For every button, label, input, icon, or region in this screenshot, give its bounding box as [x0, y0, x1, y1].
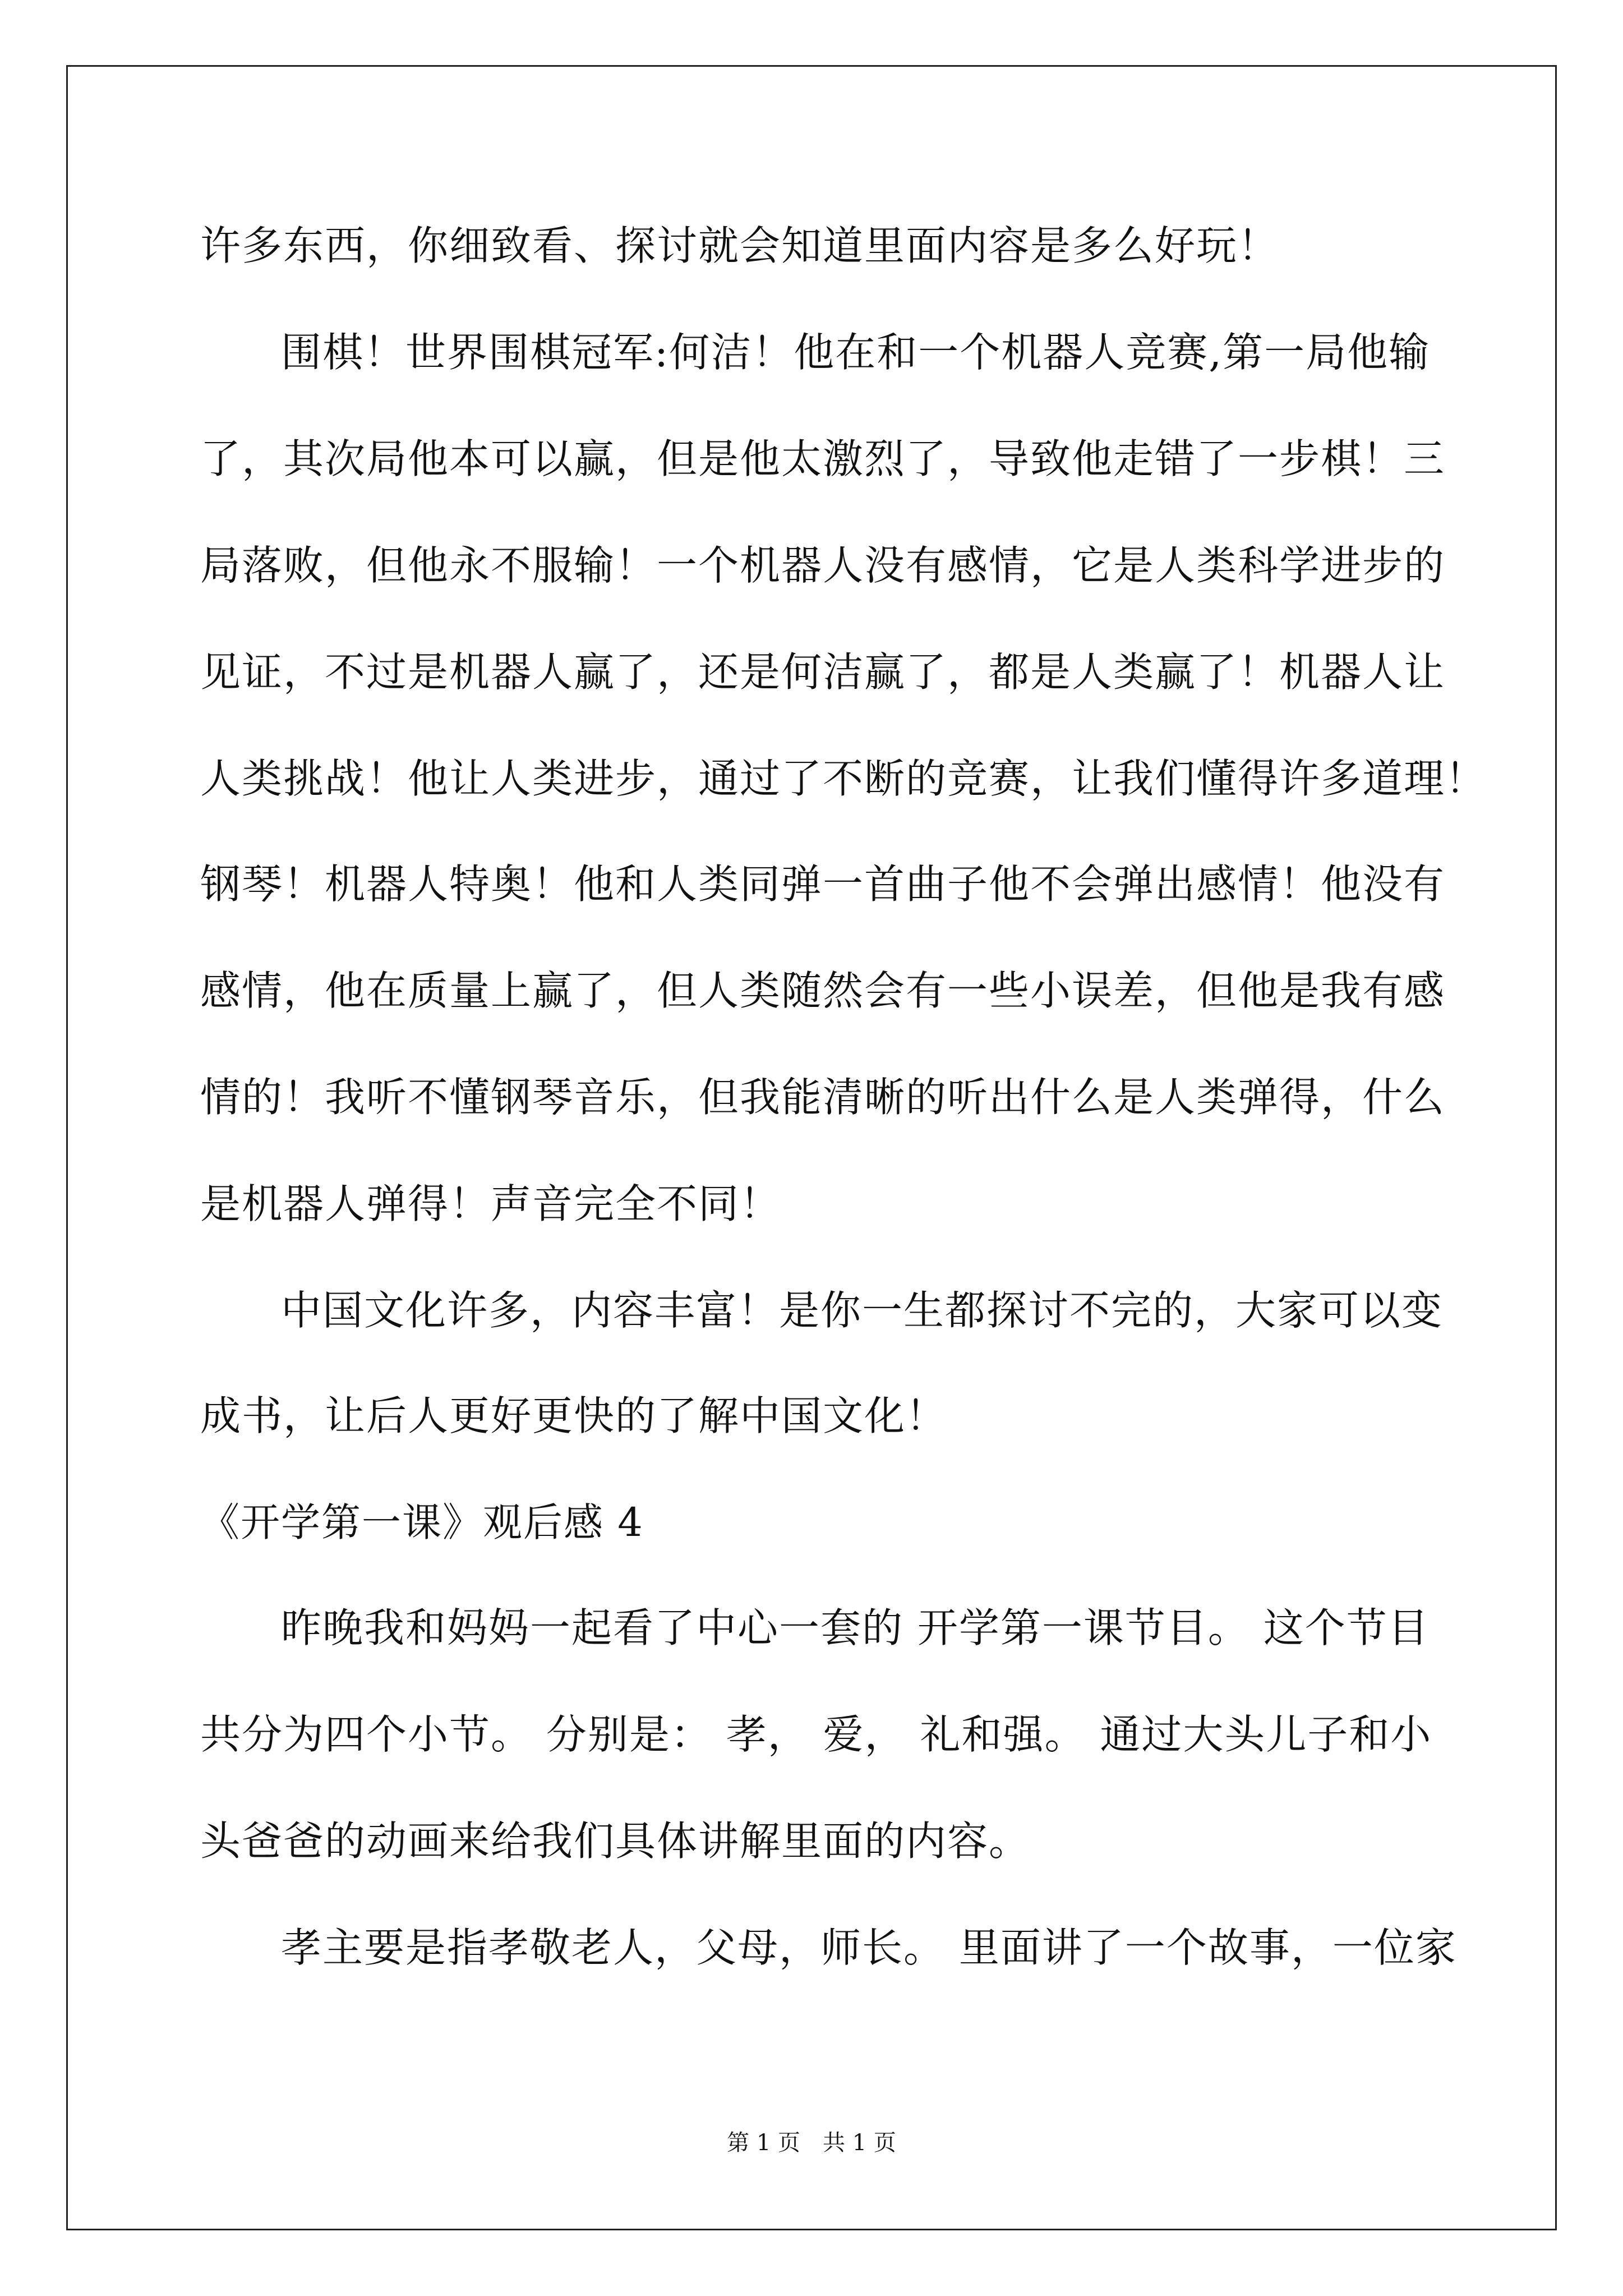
text-line: 了，其次局他本可以赢，但是他太激烈了，导致他走错了一步棋！三	[200, 435, 1446, 482]
text-line: 情的！我听不懂钢琴音乐，但我能清晰的听出什么是人类弹得，什么	[200, 1074, 1446, 1121]
text-line: 见证，不过是机器人赢了，还是何洁赢了，都是人类赢了！机器人让	[200, 648, 1446, 696]
text-line: 围棋！世界围棋冠军:何洁！他在和一个机器人竞赛,第一局他输	[281, 329, 1431, 376]
text-line: 中国文化许多，内容丰富！是你一生都探讨不完的，大家可以变	[281, 1287, 1444, 1334]
text-line: 头爸爸的动画来给我们具体讲解里面的内容。	[200, 1818, 1031, 1865]
text-line: 共分为四个小节。 分别是： 孝， 爱， 礼和强。 通过大头儿子和小	[200, 1711, 1432, 1758]
text-line: 昨晚我和妈妈一起看了中心一套的 开学第一课节目。 这个节目	[281, 1604, 1430, 1651]
section-heading: 《开学第一课》观后感 4	[200, 1499, 644, 1545]
text-line: 成书，让后人更好更快的了解中国文化！	[200, 1392, 948, 1439]
text-line: 感情，他在质量上赢了，但人类随然会有一些小误差，但他是我有感	[200, 967, 1446, 1014]
text-line: 是机器人弹得！声音完全不同！	[200, 1180, 782, 1227]
text-line: 局落败，但他永不服输！一个机器人没有感情，它是人类科学进步的	[200, 542, 1446, 589]
page-border	[66, 65, 1557, 2230]
page-footer: 第 1 页 共 1 页	[727, 2130, 896, 2156]
text-line: 人类挑战！他让人类进步，通过了不断的竞赛，让我们懂得许多道理！	[200, 755, 1487, 802]
text-line: 钢琴！机器人特奥！他和人类同弹一首曲子他不会弹出感情！他没有	[200, 861, 1446, 908]
text-line: 孝主要是指孝敬老人，父母，师长。 里面讲了一个故事，一位家	[281, 1924, 1457, 1971]
text-line: 许多东西，你细致看、探讨就会知道里面内容是多么好玩！	[200, 222, 1280, 269]
